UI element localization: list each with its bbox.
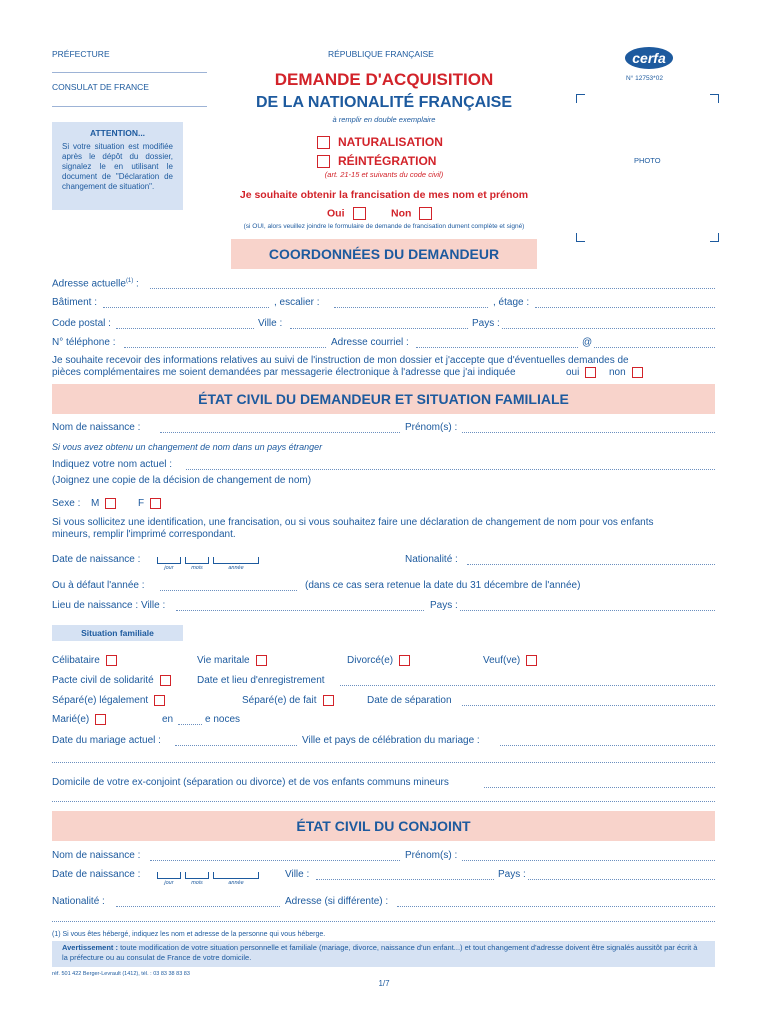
identification-line2: mineurs, remplir l'imprimé correspondant. [52,529,236,540]
conjoint-date-naissance-field[interactable]: jour mois année [157,872,263,881]
conjoint-nationalite-label: Nationalité : [52,896,105,907]
nom-actuel-field[interactable] [186,469,715,470]
attention-box [52,122,183,210]
page-number: 1/7 [378,979,390,988]
defaut-annee-field[interactable] [160,590,297,591]
conjoint-date-naissance-label: Date de naissance : [52,869,141,880]
info-non-checkbox[interactable] [632,367,643,378]
domicile-extra-line[interactable] [52,801,715,802]
francisation-oui-checkbox[interactable] [353,207,366,220]
conjoint-nationalite-field[interactable] [116,906,280,907]
nationalite-field[interactable] [467,564,715,565]
conjoint-nom-label: Nom de naissance : [52,850,141,861]
reference-text: réf. 501 422 Berger-Levrault (1412), tél. : 03 83 38 83 83 [52,971,190,977]
section-etat-civil-title: ÉTAT CIVIL DU DEMANDEUR ET SITUATION FAMILIALE [52,384,715,414]
situation-familiale-badge: Situation familiale [52,625,183,641]
divorce-option[interactable]: Divorcé(e) [347,655,410,666]
francisation-oui[interactable]: Oui [327,207,374,220]
code-postal-label: Code postal : [52,318,111,329]
photo-corner-br [710,233,719,242]
batiment-label: Bâtiment : [52,297,98,308]
courriel-label: Adresse courriel : [331,337,409,348]
code-postal-field[interactable] [116,328,254,329]
marie-checkbox[interactable] [95,714,106,725]
conjoint-adresse-label: Adresse (si différente) : [285,896,389,907]
sexe-m-checkbox[interactable] [105,498,116,509]
identification-line1: Si vous sollicitez une identification, une francisation, ou si vous souhaitez faire une déclaration de changement de nom pour vos enfants [52,517,654,528]
ville-label: Ville : [258,318,283,329]
noces-label: e noces [205,714,241,725]
prefecture-line [52,72,207,73]
cerfa-logo: cerfa [625,47,673,69]
noces-number-field[interactable] [178,724,202,725]
defaut-annee-label: Ou à défaut l'année : [52,580,145,591]
cerfa-number: N° 12753*02 [626,75,663,82]
info-text-line2: pièces complémentaires me soient demandées par messagerie électronique à l'adresse que j'ai indiquée [52,367,516,378]
francisation-non-checkbox[interactable] [419,207,432,220]
divorce-checkbox[interactable] [399,655,410,666]
consulat-line [52,106,207,107]
info-oui-checkbox[interactable] [585,367,596,378]
prefecture-label: PRÉFECTURE [52,49,110,59]
courriel-field-user[interactable] [416,347,578,348]
ville-mariage-field[interactable] [500,745,715,746]
attention-body: Si votre situation est modifiée après le dépôt du dossier, signalez le en utilisant le document de "Déclaration de changement de situation". [62,142,173,191]
ville-field[interactable] [290,328,468,329]
conjoint-adresse-field[interactable] [397,906,715,907]
info-non[interactable]: non [609,367,643,378]
veuf-checkbox[interactable] [526,655,537,666]
avertissement-box [52,941,715,967]
consulat-label: CONSULAT DE FRANCE [52,82,149,92]
en-label: en [162,714,174,725]
info-oui[interactable]: oui [566,367,596,378]
adresse-label: Adresse actuelle$^{(1)}$ : [52,278,139,290]
conjoint-nom-field[interactable] [150,860,400,861]
pacs-checkbox[interactable] [160,675,171,686]
nom-naissance-label: Nom de naissance : [52,422,141,433]
subtitle: à remplir en double exemplaire [332,115,436,124]
conjoint-prenoms-field[interactable] [462,860,715,861]
date-separation-label: Date de séparation [367,695,452,706]
escalier-field[interactable] [334,307,488,308]
attention-title: ATTENTION... [89,128,146,138]
sexe-m[interactable]: M [91,498,116,509]
courriel-field-domain[interactable] [594,347,715,348]
veuf-option[interactable]: Veuf(ve) [483,655,537,666]
pays-label: Pays : [472,318,500,329]
francisation-question: Je souhaite obtenir la francisation de mes nom et prénom [239,189,529,201]
date-separation-field[interactable] [462,705,715,706]
escalier-label: , escalier : [274,297,320,308]
adresse-field[interactable] [150,288,715,289]
prenoms-field[interactable] [462,432,715,433]
separe-fait-option[interactable]: Séparé(e) de fait [242,695,334,706]
date-naissance-label: Date de naissance : [52,554,141,565]
naturalisation-option[interactable]: NATURALISATION [317,135,443,149]
changement-text: Si vous avez obtenu un changement de nom dans un pays étranger [52,442,323,452]
conjoint-ville-field[interactable] [316,879,494,880]
separe-legal-checkbox[interactable] [154,695,165,706]
pacs-option[interactable]: Pacte civil de solidarité [52,675,171,686]
pacs-date-label: Date et lieu d'enregistrement [197,675,325,686]
photo-corner-tr [710,94,719,103]
vie-maritale-checkbox[interactable] [256,655,267,666]
at-symbol: @ [582,337,593,348]
celibataire-checkbox[interactable] [106,655,117,666]
naturalisation-checkbox[interactable] [317,136,330,149]
pacs-date-field[interactable] [340,685,715,686]
sexe-f[interactable]: F [138,498,161,509]
prenoms-label: Prénom(s) : [405,422,458,433]
telephone-field[interactable] [124,347,326,348]
title-line2: DE LA NATIONALITÉ FRANÇAISE [256,94,512,111]
francisation-non[interactable]: Non [391,207,440,220]
joignez-text: (Joignez une copie de la décision de changement de nom) [52,475,312,486]
date-mariage-label: Date du mariage actuel : [52,735,161,746]
date-mariage-field[interactable] [175,745,297,746]
conjoint-pays-field[interactable] [528,879,715,880]
vie-maritale-option[interactable]: Vie maritale [197,655,267,666]
domicile-field[interactable] [484,787,715,788]
nationalite-label: Nationalité : [405,554,458,565]
section-coordonnees-title: COORDONNÉES DU DEMANDEUR [231,239,537,269]
lieu-naissance-pays-field[interactable] [460,610,715,611]
francisation-note: (si OUI, alors veuillez joindre le formulaire de demande de francisation dument complète et signé) [243,223,525,230]
avertissement-text: Avertissement : toute modification de votre situation personnelle et familiale (mariage, divorce, naissance d'un enfant...) et tout changement d'adresse doivent être signalés aussitôt par écrit à la préfecture ou au consulat de France de votre domicile. [62,943,698,962]
nom-actuel-label: Indiquez votre nom actuel : [52,459,173,470]
mariage-extra-line[interactable] [52,762,715,763]
photo-corner-bl [576,233,585,242]
ville-mariage-label: Ville et pays de célébration du mariage : [302,735,480,746]
photo-label: PHOTO [634,156,661,165]
section-conjoint-title: ÉTAT CIVIL DU CONJOINT [52,811,715,841]
footnote: (1) Si vous êtes hébergé, indiquez les nom et adresse de la personne qui vous héberge. [52,931,326,938]
reintegration-checkbox[interactable] [317,155,330,168]
lieu-naissance-pays-label: Pays : [430,600,458,611]
nom-naissance-field[interactable] [160,432,400,433]
domicile-label: Domicile de votre ex-conjoint (séparation ou divorce) et de vos enfants communs mineurs [52,777,449,788]
conjoint-ville-label: Ville : [285,869,310,880]
defaut-annee-note: (dans ce cas sera retenue la date du 31 décembre de l'année) [305,580,581,591]
lieu-naissance-label: Lieu de naissance : Ville : [52,600,166,611]
sexe-label: Sexe : [52,498,81,509]
options-note: (art. 21-15 et suivants du code civil) [324,170,444,179]
reintegration-option[interactable]: RÉINTÉGRATION [317,154,436,168]
separe-fait-checkbox[interactable] [323,695,334,706]
date-naissance-field[interactable]: jour mois année [157,557,263,566]
lieu-naissance-ville-field[interactable] [176,610,424,611]
separe-legal-option[interactable]: Séparé(e) légalement [52,695,165,706]
pays-field[interactable] [502,328,715,329]
conjoint-adresse-extra-line[interactable] [52,921,715,922]
marie-option[interactable]: Marié(e) [52,714,106,725]
telephone-label: N° téléphone : [52,337,116,348]
info-text-line1: Je souhaite recevoir des informations relatives au suivi de l'instruction de mon dossier et j'accepte que d'éventuelles demandes de [52,355,629,366]
etage-label: , étage : [493,297,530,308]
photo-corner-tl [576,94,585,103]
etage-field[interactable] [535,307,715,308]
celibataire-option[interactable]: Célibataire [52,655,117,666]
conjoint-pays-label: Pays : [498,869,526,880]
conjoint-prenoms-label: Prénom(s) : [405,850,458,861]
batiment-field[interactable] [103,307,269,308]
title-line1: DEMANDE D'ACQUISITION [274,70,494,89]
sexe-f-checkbox[interactable] [150,498,161,509]
